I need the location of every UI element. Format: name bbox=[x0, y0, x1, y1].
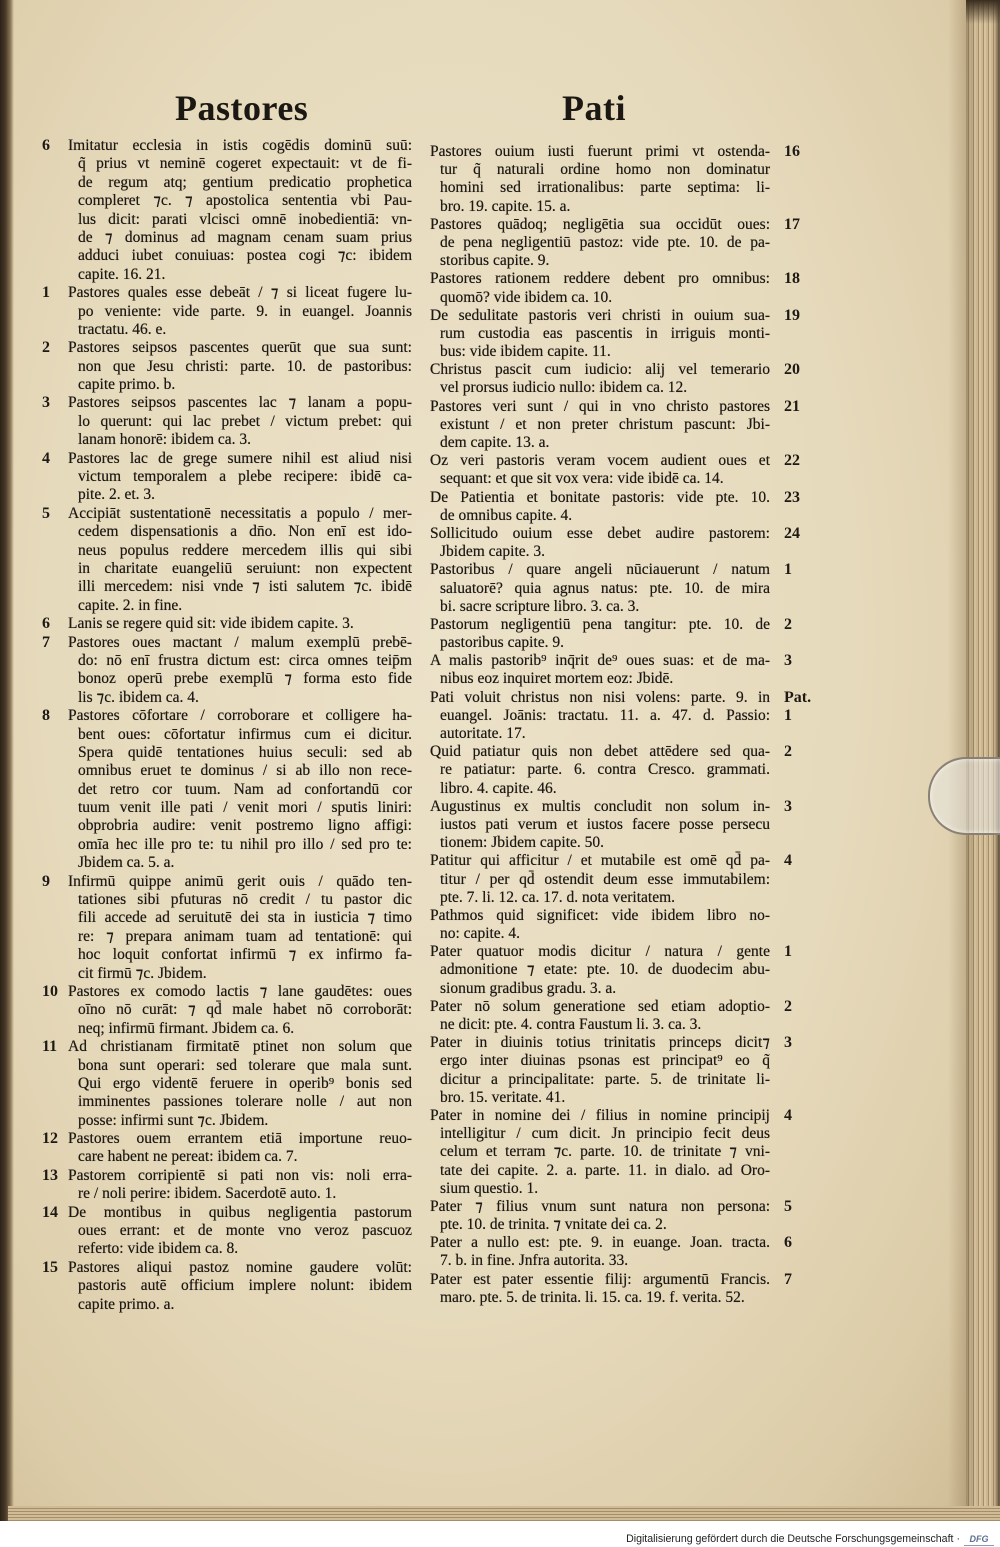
entry-line: Pater in nomine dei / filius in nomine principij bbox=[430, 1106, 770, 1124]
entry-number: 9 bbox=[42, 872, 50, 890]
entry-line: det retro cor tuum. Nam ad confortandū cor bbox=[78, 780, 412, 798]
entry-number: 8 bbox=[42, 707, 50, 725]
entry-line: Sollicitudo ouium esse debet audire pastorem: bbox=[430, 524, 770, 542]
bottom-edge-pages bbox=[8, 1506, 1000, 1521]
entry-number: 21 bbox=[784, 397, 800, 415]
index-entry bbox=[42, 982, 412, 1038]
entry-line: Pastorum negligentiū pena tangitur: pte. 10. de bbox=[430, 615, 770, 633]
entry-line: dem capite. 13. a. bbox=[440, 434, 550, 451]
entry-line: de pena negligentiū pastoz: vide pte. 10. de pa- bbox=[440, 233, 770, 251]
entry-line: victum temporalem a plebe recipere: ibidē ca- bbox=[78, 468, 412, 486]
index-entry bbox=[430, 397, 800, 453]
entry-line: De montibus in quibus negligentia pastorum bbox=[68, 1203, 412, 1221]
entry-line: obprobria audire: venit postremo ligno affigi: bbox=[78, 817, 412, 835]
entry-number: 1 bbox=[784, 561, 792, 579]
entry-line: capite primo. b. bbox=[78, 376, 176, 394]
entry-line: A malis pastorib⁹ inq̄rit de⁹ oues suas: et de ma- bbox=[430, 652, 770, 670]
entry-line: q̃ prius vt neminē cogeret expectauit: vt de fi- bbox=[78, 155, 412, 173]
entry-line: Quid patiatur quis non debet attēdere sed qua- bbox=[430, 743, 770, 761]
entry-line: Pastoribus / quare angeli nūciauerunt / natum bbox=[430, 561, 770, 579]
entry-line: fili accede ad seruitutē dei sta in iusticia ⁊ timo bbox=[78, 909, 412, 927]
entry-number: 2 bbox=[784, 743, 792, 761]
entry-number: 1 bbox=[42, 284, 50, 302]
entry-line: lanam honorē: ibidem ca. 3. bbox=[78, 431, 252, 449]
index-entry bbox=[42, 1203, 412, 1259]
entry-line: iustos pati verum et iustos facere posse persecu bbox=[440, 815, 770, 833]
index-entry bbox=[430, 1270, 792, 1307]
entry-number: 19 bbox=[784, 306, 800, 324]
entry-line: care habent ne pereat: ibidem ca. 7. bbox=[78, 1148, 298, 1166]
entry-line: Pater quatuor modis dicitur / natura / gente bbox=[430, 943, 770, 961]
entry-line: Pati voluit christus non nisi volens: parte. 9. in bbox=[430, 688, 770, 706]
entry-line: oues errant: et de monte vno veroz pascuoz bbox=[78, 1222, 412, 1240]
entry-line: Pastores ouium iusti fuerunt primi vt ostenda- bbox=[430, 143, 770, 160]
entry-line: Patitur qui afficitur / et mutabile est omē qd̄ pa- bbox=[430, 852, 770, 870]
entry-line: hoc loquit confortat infirmū ⁊ ex infirmo fa- bbox=[78, 946, 412, 964]
entry-line: tate dei capite. 2. a. parte. 11. in dialo. ad Oro- bbox=[440, 1161, 770, 1179]
entry-line: Pastores lac de grege sumere nihil est aliud nisi bbox=[68, 449, 412, 467]
entry-line: 7. b. in fine. Jnfra autorita. 33. bbox=[440, 1252, 629, 1270]
entry-line: omīa hec ille pro te: tu nihil pro illo / sed pro te: bbox=[78, 835, 412, 853]
entry-line: saluatorē? quia agnus natus: pte. 10. de mira bbox=[440, 579, 770, 597]
index-entry bbox=[430, 561, 792, 616]
index-entry bbox=[430, 270, 800, 306]
entry-line: re / noli perire: ibidem. Sacerdotē auto. 1. bbox=[78, 1185, 337, 1203]
index-entry bbox=[430, 1197, 792, 1234]
entry-line: adduci iubet conuiuas: postea cogi ⁊c: ibidem bbox=[78, 247, 412, 265]
entry-line: referto: vide ibidem ca. 8. bbox=[78, 1240, 239, 1258]
entry-line: Spera quidē tentationes huius seculi: sed ab bbox=[78, 743, 412, 761]
entry-line: tur q̃ naturali ordine homo non dominatur bbox=[440, 161, 770, 179]
entry-line: illi mercedem: nisi vnde ⁊ isti salutem ⁊c. ibidē bbox=[78, 578, 412, 596]
index-entry bbox=[42, 1130, 412, 1167]
entry-number: 4 bbox=[784, 852, 792, 870]
index-entry bbox=[430, 524, 800, 561]
index-entry bbox=[430, 852, 792, 907]
entry-line: euangel. Joānis: tractatu. 11. a. 47. d. Passio: bbox=[440, 706, 770, 724]
entry-line: re: ⁊ prepara animam tuam ad tentationē: qui bbox=[78, 927, 412, 945]
entry-line: pastoris autē officium implere nolunt: ibidem bbox=[78, 1277, 412, 1295]
index-entry bbox=[430, 652, 792, 688]
entry-line: pite. 2. et. 3. bbox=[78, 486, 156, 504]
entry-number: 20 bbox=[784, 361, 800, 379]
index-entry bbox=[430, 306, 800, 362]
entry-line: intelligitur / cum dicit. Jn principio fecit deus bbox=[440, 1125, 770, 1143]
entry-line: pte. 7. li. 12. ca. 17. d. nota veritatem. bbox=[440, 888, 676, 906]
entry-line: Pater a nullo est: pte. 9. in euange. Joan. tracta. bbox=[430, 1234, 770, 1252]
entry-line: Pastores quales esse debeāt / ⁊ si liceat fugere lu- bbox=[68, 284, 412, 302]
index-entry bbox=[430, 143, 800, 216]
entry-number: 18 bbox=[784, 270, 800, 288]
entry-line: Pastores aliqui pastoz nomine gaudere volūt: bbox=[68, 1258, 412, 1276]
entry-line: Pater nō solum generatione sed etiam adoptio- bbox=[430, 997, 770, 1015]
entry-line: tuum venit ille pati / venit mori / sputis liniri: bbox=[78, 799, 412, 817]
entry-number: 13 bbox=[42, 1166, 58, 1184]
entry-number: 4 bbox=[42, 449, 50, 467]
entry-line: bona sunt operari: sed tolerare que mala sunt. bbox=[78, 1056, 412, 1074]
entry-line: in charitate euangeliū seruiunt: non expectent bbox=[78, 559, 412, 577]
entry-line: neq; infirmū firmant. Jbidem ca. 6. bbox=[78, 1019, 295, 1037]
binding-edge bbox=[0, 0, 14, 1521]
index-entry bbox=[42, 284, 412, 339]
index-entry bbox=[430, 943, 792, 998]
entry-line: posse: infirmi sunt ⁊c. Jbidem. bbox=[78, 1111, 269, 1129]
entry-line: tationes sibi pfuturas nō credit / tu pastor dic bbox=[78, 891, 412, 909]
entry-line: bi. sacre scripture libro. 3. ca. 3. bbox=[440, 597, 640, 615]
index-entry bbox=[42, 394, 412, 449]
entry-line: homini sed irrationalibus: parte septima: li- bbox=[440, 179, 770, 197]
index-entry bbox=[430, 488, 800, 525]
index-entry bbox=[42, 1166, 412, 1204]
index-entry bbox=[430, 907, 770, 943]
entry-line: sequant: et que sit vox vera: vide ibidē ca. 14. bbox=[440, 470, 724, 488]
entry-line: Jbidem ca. 5. a. bbox=[78, 854, 175, 872]
entry-number: 16 bbox=[784, 143, 800, 160]
entry-number: 6 bbox=[42, 137, 50, 154]
index-entry bbox=[430, 215, 800, 271]
section-marker: Pat. bbox=[784, 688, 812, 706]
entry-number: 23 bbox=[784, 488, 800, 506]
entry-line: re patiatur: parte. 6. contra Cresco. grammati. bbox=[440, 761, 770, 779]
entry-line: imminentes passiones tolerare nolle / aut non bbox=[78, 1093, 412, 1111]
entry-line: Pater est pater essentie filij: argumentū Francis. bbox=[430, 1270, 770, 1288]
entry-line: rum custodia eas pascentis in irriguis monti- bbox=[440, 324, 770, 342]
right-column bbox=[430, 143, 812, 1307]
entry-line: Pathmos quid significet: vide ibidem libro no- bbox=[430, 906, 770, 924]
entry-number: 1 bbox=[784, 706, 792, 724]
entry-number: 2 bbox=[784, 615, 792, 633]
entry-number: 6 bbox=[784, 1234, 792, 1252]
entry-number: 24 bbox=[784, 524, 800, 542]
index-entry bbox=[42, 137, 412, 284]
index-entry bbox=[42, 707, 412, 873]
entry-line: quomō? vide ibidem ca. 10. bbox=[440, 288, 613, 306]
running-head-right: Pati bbox=[562, 88, 626, 128]
entry-number: 7 bbox=[42, 633, 50, 651]
index-entry bbox=[430, 1106, 792, 1198]
index-entry bbox=[42, 872, 412, 983]
entry-line: non que Jesu christi: parte. 10. de pastoribus: bbox=[78, 357, 412, 375]
entry-number: 5 bbox=[42, 504, 50, 522]
entry-line: admonitione ⁊ etate: pte. 10. de duodecim abu- bbox=[440, 961, 770, 979]
entry-line: Pastores quādoq; negligētia sua occidūt oues: bbox=[430, 215, 770, 233]
entry-line: storibus capite. 9. bbox=[440, 252, 550, 270]
page-shadow bbox=[948, 0, 968, 1508]
entry-line: De sedulitate pastoris veri christi in ouium sua- bbox=[430, 306, 770, 324]
index-entry bbox=[42, 504, 412, 615]
entry-line: no: capite. 4. bbox=[440, 925, 521, 943]
entry-number: 3 bbox=[784, 797, 792, 815]
entry-line: lis ⁊c. ibidem ca. 4. bbox=[78, 688, 199, 706]
entry-line: existunt / et non preter christum pascunt: Jbi- bbox=[440, 415, 770, 433]
entry-line: capite. 2. in fine. bbox=[78, 596, 183, 614]
entry-number: 15 bbox=[42, 1258, 58, 1276]
entry-line: po veniente: vide parte. 9. in euangel. Joannis bbox=[78, 302, 412, 320]
entry-line: Pastores veri sunt / qui in vno christo pastores bbox=[430, 397, 770, 415]
index-entry bbox=[42, 1038, 412, 1130]
entry-line: capite primo. a. bbox=[78, 1295, 175, 1313]
entry-line: pte. 10. de trinita. ⁊ vnitate dei ca. 2. bbox=[440, 1216, 667, 1234]
entry-number: 5 bbox=[784, 1197, 792, 1215]
running-head-left: Pastores bbox=[175, 88, 309, 128]
entry-line: Pater ⁊ filius vnum sunt natura non persona: bbox=[430, 1197, 770, 1215]
entry-number: 12 bbox=[42, 1130, 58, 1148]
index-entry bbox=[430, 743, 792, 798]
index-entry bbox=[42, 1258, 412, 1314]
entry-number: 3 bbox=[784, 1034, 792, 1052]
entry-line: vel prorsus iudicio nullo: ibidem ca. 12. bbox=[440, 379, 688, 397]
index-entry bbox=[430, 615, 792, 652]
entry-line: celum et terram ⁊c. parte. 10. de trinitate ⁊ vni- bbox=[440, 1143, 770, 1161]
entry-line: Infirmū quippe animū gerit ouis / quādo ten- bbox=[68, 872, 412, 890]
entry-number: 11 bbox=[42, 1038, 58, 1056]
entry-line: Christus pascit cum iudicio: alij vel temerario bbox=[430, 361, 770, 379]
entry-line: autoritate. 17. bbox=[440, 725, 526, 742]
dfg-credit-text: Digitalisierung gefördert durch die Deutsche Forschungsgemeinschaft bbox=[626, 1533, 954, 1545]
entry-line: Pater in diuinis totius trinitatis princeps dicit⁊ bbox=[430, 1034, 770, 1052]
entry-line: lus dicit: parati vlcisci omnē inobedientiā: vn- bbox=[78, 210, 412, 228]
entry-line: ergo inter diuinas psonas est principat⁹ eo q̃ bbox=[440, 1052, 770, 1070]
entry-line: omnibus eruet te dominus / si ab illo non rece- bbox=[78, 762, 412, 780]
entry-line: bro. 15. veritate. 41. bbox=[440, 1088, 566, 1106]
entry-line: Qui ergo videntē feruere in operib⁹ bonis sed bbox=[78, 1074, 412, 1092]
entry-line: Pastores seipsos pascentes querūt que sua sunt: bbox=[68, 339, 412, 357]
entry-line: titur / per qd̄ ostendit deum esse immutabilem: bbox=[440, 870, 770, 888]
index-entry bbox=[42, 633, 412, 708]
entry-number: 6 bbox=[42, 615, 50, 633]
fore-edge-shadow bbox=[966, 0, 1000, 24]
entry-line: bro. 19. capite. 15. a. bbox=[440, 197, 571, 215]
left-column bbox=[42, 137, 412, 1314]
index-entry bbox=[430, 1234, 792, 1270]
entry-number: 1 bbox=[784, 943, 792, 961]
entry-line: bonoz operū prebe exemplū ⁊ forma esto fide bbox=[78, 670, 412, 688]
entry-line: cit firmū ⁊c. Jbidem. bbox=[78, 964, 207, 982]
dfg-separator: · bbox=[956, 1533, 960, 1545]
entry-line: maro. pte. 5. de trinita. li. 15. ca. 19. f. verita. 52. bbox=[440, 1288, 745, 1306]
entry-number: 3 bbox=[42, 394, 50, 412]
entry-line: De Patientia et bonitate pastoris: vide pte. 10. bbox=[430, 488, 770, 506]
entry-line: Pastores oues mactant / malum exemplū prebē- bbox=[68, 633, 412, 651]
entry-line: Ad christianam firmitatē ptinet non solum que bbox=[68, 1038, 412, 1056]
entry-line: Pastores seipsos pascentes lac ⁊ lanam a popu- bbox=[68, 394, 412, 412]
entry-line: Lanis se regere quid sit: vide ibidem capite. 3. bbox=[68, 615, 354, 633]
entry-number: 22 bbox=[784, 452, 800, 470]
entry-line: tionem: Jbidem capite. 50. bbox=[440, 834, 605, 852]
dfg-logo: DFG bbox=[964, 1533, 994, 1546]
entry-line: Pastorem corripientē si pati non vis: noli erra- bbox=[68, 1166, 412, 1184]
entry-line: Pastores cōfortare / corroborare et colligere ha- bbox=[68, 707, 412, 725]
entry-line: Oz veri pastoris veram vocem audient oues et bbox=[430, 452, 770, 470]
entry-number: 2 bbox=[42, 339, 50, 357]
index-entry bbox=[42, 339, 412, 394]
entry-line: tractatu. 46. e. bbox=[78, 320, 167, 338]
page-clip bbox=[928, 757, 1000, 835]
entry-line: Accipiāt sustentationē necessitatis a populo / mer- bbox=[68, 504, 412, 522]
index-entry bbox=[430, 997, 792, 1034]
entry-line: pastoribus capite. 9. bbox=[440, 634, 564, 652]
entry-line: libro. 4. capite. 46. bbox=[440, 779, 557, 797]
entry-number: 4 bbox=[784, 1106, 792, 1124]
entry-number: 3 bbox=[784, 652, 792, 670]
entry-line: do: nō enī frustra dictum est: circa omnes teip̄m bbox=[78, 651, 412, 669]
entry-line: Jbidem capite. 3. bbox=[440, 543, 546, 561]
entry-line: sionum gradibus gradu. 3. a. bbox=[440, 979, 617, 997]
entry-line: neus populus reddere mercedem illis qui sibi bbox=[78, 541, 412, 559]
entry-line: dicitur a principalitate: parte. 5. de trinitate li- bbox=[440, 1070, 770, 1088]
entry-line: compleret ⁊c. ⁊ apostolica sententia vbi Pau- bbox=[78, 192, 412, 210]
index-entry bbox=[430, 452, 800, 488]
index-entry bbox=[430, 1034, 792, 1107]
index-entry bbox=[42, 449, 412, 505]
index-entry bbox=[430, 797, 792, 853]
entry-line: sium questio. 1. bbox=[440, 1179, 539, 1197]
entry-line: Pastores rationem reddere debent pro omnibus: bbox=[430, 270, 770, 288]
entry-line: bent oues: cōfortatur infirmus cum ei dicitur. bbox=[78, 725, 412, 743]
index-entry bbox=[430, 361, 800, 397]
entry-line: lo querunt: qui lac prebet / victum prebet: qui bbox=[78, 412, 412, 430]
entry-line: capite. 16. 21. bbox=[78, 265, 166, 283]
entry-number: 10 bbox=[42, 982, 58, 1000]
entry-line: de omnibus capite. 4. bbox=[440, 506, 573, 524]
entry-line: Pastores ex comodo lactis ⁊ lane gaudētes: oues bbox=[68, 982, 412, 1000]
entry-line: de regum atq; gentium predicatio prophetica bbox=[78, 173, 412, 191]
entry-number: 17 bbox=[784, 215, 800, 233]
index-entry bbox=[42, 615, 412, 633]
entry-line: oīno nō curāt: ⁊ qd̄ male habet nō corroborāt: bbox=[78, 1001, 412, 1019]
entry-line: cedem dispensationis a dn̄o. Non enī est ido- bbox=[78, 523, 412, 541]
entry-number: 7 bbox=[784, 1270, 792, 1288]
entry-line: Pastores ouem errantem etiā importune reuo- bbox=[68, 1130, 412, 1148]
entry-line: Augustinus ex multis concludit non solum in- bbox=[430, 797, 770, 815]
entry-line: Imitatur ecclesia in istis cogēdis dominū suū: bbox=[68, 137, 412, 154]
entry-line: bus: vide ibidem capite. 11. bbox=[440, 343, 611, 361]
entry-number: 14 bbox=[42, 1203, 58, 1221]
entry-line: de ⁊ dominus ad magnam cenam suam prius bbox=[78, 228, 412, 246]
entry-number: 2 bbox=[784, 997, 792, 1015]
entry-line: nibus eoz inquiret mortem eoz: Jbidē. bbox=[440, 670, 674, 688]
dfg-credit bbox=[626, 1533, 960, 1545]
index-entry bbox=[430, 688, 812, 744]
entry-line: ne dicit: pte. 4. contra Faustum li. 3. ca. 3. bbox=[440, 1016, 702, 1033]
